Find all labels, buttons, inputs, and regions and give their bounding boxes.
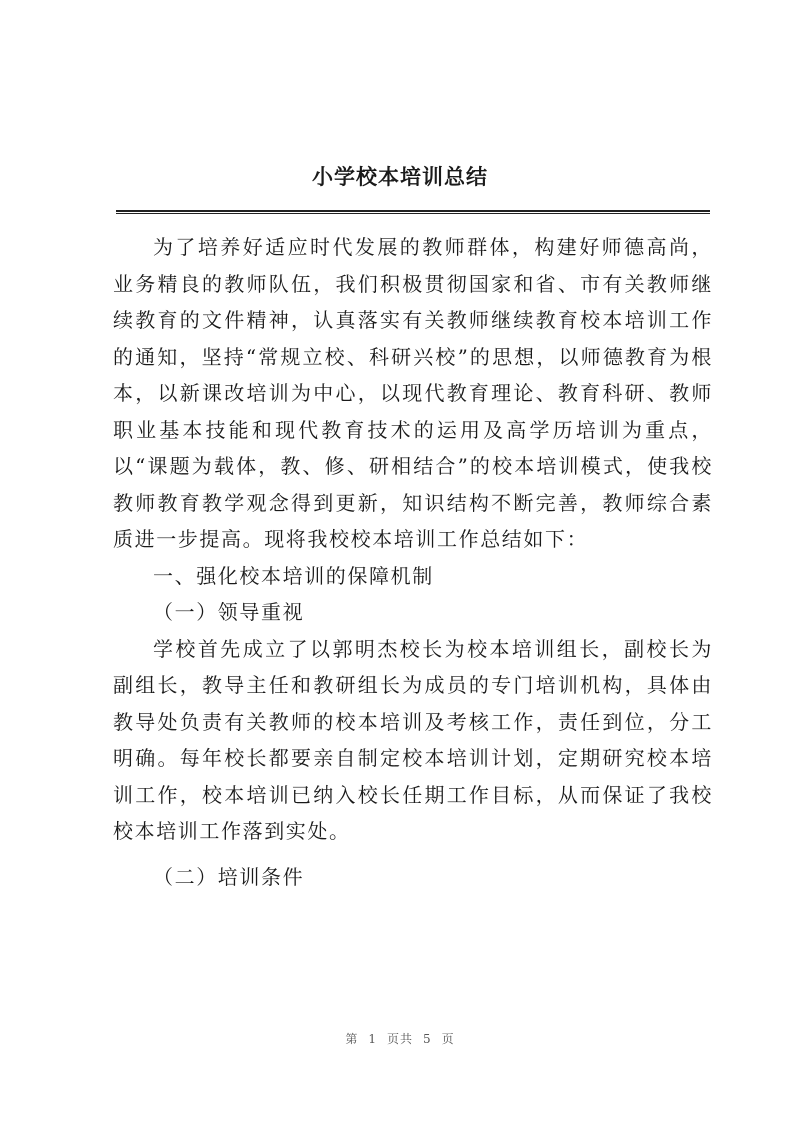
page-footer bbox=[0, 1031, 800, 1047]
subsection-heading: （二）培训条件 bbox=[153, 864, 305, 889]
total-pages: 5 bbox=[423, 1032, 432, 1046]
subsection-heading: （一）领导重视 bbox=[153, 600, 305, 624]
page-number: 1 bbox=[368, 1032, 377, 1046]
document-body bbox=[113, 229, 713, 895]
document-title: 小学校本培训总结 bbox=[312, 164, 488, 189]
section-heading: 一、强化校本培训的保障机制 bbox=[153, 563, 434, 588]
footer-middle: 页共 bbox=[386, 1032, 413, 1046]
body-paragraph: 学校首先成立了以郭明杰校长为校本培训组长，副校长为副组长，教导主任和教研组长为成员的专门培训机构，具体由教导处负责有关教师的校本培训及考核工作，责任到位，分工明确。每年校长都要亲自制定校本培训计划，定期研究校本培训工作，校本培训已纳入校长任期工作目标，从而保证了我校校本培训工作落到实处。 bbox=[113, 636, 713, 843]
footer-suffix: 页 bbox=[441, 1032, 455, 1046]
footer-prefix: 第 bbox=[345, 1032, 359, 1046]
intro-paragraph: 为了培养好适应时代发展的教师群体，构建好师德高尚，业务精良的教师队伍，我们积极贯彻国家和省、市有关教师继续教育的文件精神，认真落实有关教师继续教育校本培训工作的通知，坚持“常规立校、科研兴校”的思想，以师德教育为根本，以新课改培训为中心，以现代教育理论、教育科研、教师职业基本技能和现代教育技术的运用及高学历培训为重点，以“课题为载体，教、修、研相结合”的校本培训模式，使我校教师教育教学观念得到更新，知识结构不断完善，教师综合素质进一步提高。现将我校校本培训工作总结如下： bbox=[113, 235, 713, 551]
title-divider bbox=[116, 210, 710, 214]
